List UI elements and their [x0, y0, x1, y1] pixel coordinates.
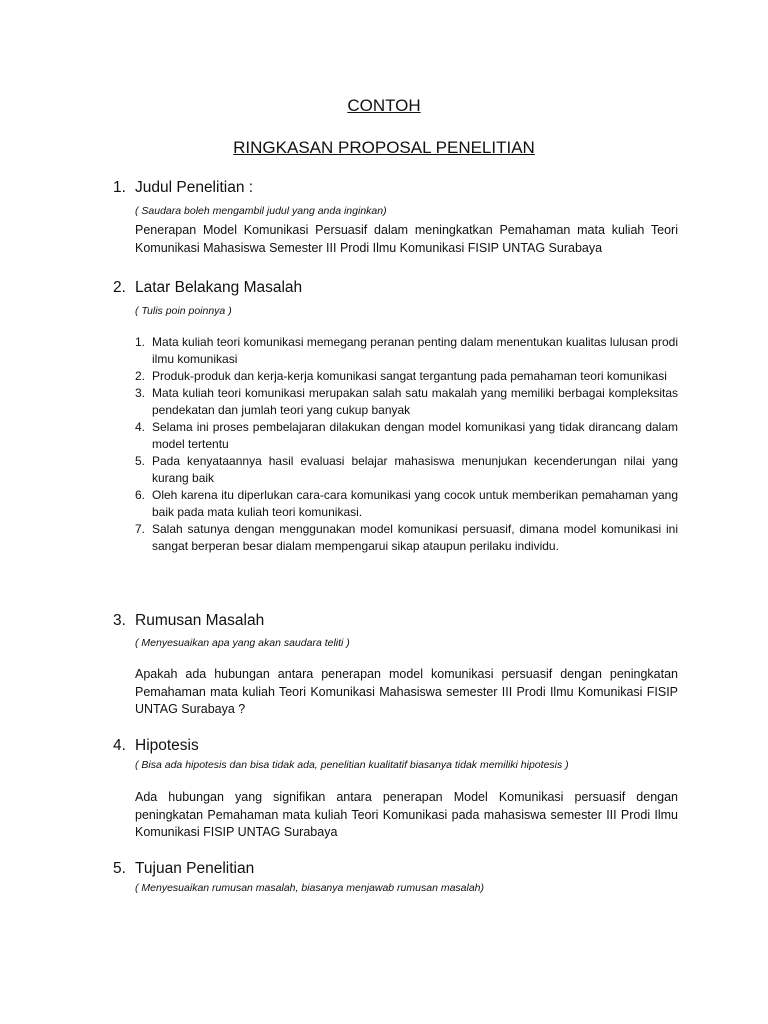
list-item: [135, 487, 678, 521]
list-item: [135, 334, 678, 368]
section-5-heading: [113, 860, 254, 878]
section-2-note: ( Tulis poin poinnya ): [135, 305, 232, 317]
section-title: Latar Belakang Masalah: [135, 279, 303, 296]
section-1-text: Penerapan Model Komunikasi Persuasif dalam meningkatkan Pemahaman mata kuliah Teori Komunikasi Mahasiswa Semester III Prodi Ilmu Komunikasi FISIP UNTAG Surabaya: [135, 223, 678, 255]
background-list: [135, 334, 678, 555]
list-item: [135, 419, 678, 453]
list-item-number: 3.: [135, 386, 146, 400]
section-4-text: Ada hubungan yang signifikan antara penerapan Model Komunikasi persuasif dengan peningkatan Pemahaman mata kuliah Teori Komunikasi pada mahasiswa semester III Prodi Ilmu Komunikasi FISIP UNTAG Surabaya: [135, 790, 678, 839]
section-1-heading: [113, 179, 253, 197]
list-item: [135, 521, 678, 555]
doc-subtitle: RINGKASAN PROPOSAL PENELITIAN: [233, 138, 535, 157]
list-item-number: 7.: [135, 522, 146, 536]
section-4-heading: [113, 737, 199, 755]
section-number: 5.: [113, 860, 126, 877]
section-title: Judul Penelitian :: [135, 179, 254, 196]
section-5-note: ( Menyesuaikan rumusan masalah, biasanya menjawab rumusan masalah): [135, 882, 485, 894]
list-item-text: Mata kuliah teori komunikasi memegang peranan penting dalam menentukan kualitas lulusan prodi ilmu komunikasi: [152, 335, 678, 366]
section-3-note: ( Menyesuaikan apa yang akan saudara teliti ): [135, 637, 350, 649]
list-item-text: Salah satunya dengan menggunakan model komunikasi persuasif, dimana model komunikasi ini sangat berperan besar dialam mempengarui sikap ataupun perilaku individu.: [152, 522, 678, 553]
list-item-number: 6.: [135, 488, 146, 502]
list-item-number: 2.: [135, 369, 146, 383]
section-number: 2.: [113, 279, 126, 296]
list-item: [135, 385, 678, 419]
list-item-number: 5.: [135, 454, 146, 468]
section-number: 4.: [113, 737, 126, 754]
section-3-text: Apakah ada hubungan antara penerapan model komunikasi persuasif dengan peningkatan Pemahaman mata kuliah Teori Komunikasi Mahasiswa semester III Prodi Ilmu Komunikasi FISIP UNTAG Surabaya ?: [135, 667, 678, 716]
list-item-number: 1.: [135, 335, 146, 349]
section-title: Hipotesis: [135, 737, 199, 754]
section-number: 1.: [113, 179, 126, 196]
list-item-text: Produk-produk dan kerja-kerja komunikasi sangat tergantung pada pemahaman teori komunikasi: [152, 369, 667, 383]
list-item-text: Pada kenyataannya hasil evaluasi belajar mahasiswa menunjukan kecenderungan nilai yang kurang baik: [152, 454, 678, 485]
list-item: [135, 368, 678, 385]
section-title: Tujuan Penelitian: [135, 860, 255, 877]
section-3-heading: [113, 612, 264, 630]
section-1-note: ( Saudara boleh mengambil judul yang anda inginkan): [135, 205, 387, 217]
list-item-text: Oleh karena itu diperlukan cara-cara komunikasi yang cocok untuk memberikan pemahaman yang baik pada mata kuliah teori komunikasi.: [152, 488, 678, 519]
section-4-note: ( Bisa ada hipotesis dan bisa tidak ada, penelitian kualitatif biasanya tidak memiliki hipotesis ): [135, 759, 569, 771]
list-item-text: Selama ini proses pembelajaran dilakukan dengan model komunikasi yang tidak dirancang dalam model tertentu: [152, 420, 678, 451]
list-item-text: Mata kuliah teori komunikasi merupakan salah satu makalah yang memiliki berbagai kompleksitas pendekatan dan jumlah teori yang cukup banyak: [152, 386, 678, 417]
doc-title: CONTOH: [347, 96, 421, 115]
section-number: 3.: [113, 612, 126, 629]
section-title: Rumusan Masalah: [135, 612, 265, 629]
list-item-number: 4.: [135, 420, 146, 434]
list-item: [135, 453, 678, 487]
section-2-heading: [113, 279, 302, 297]
